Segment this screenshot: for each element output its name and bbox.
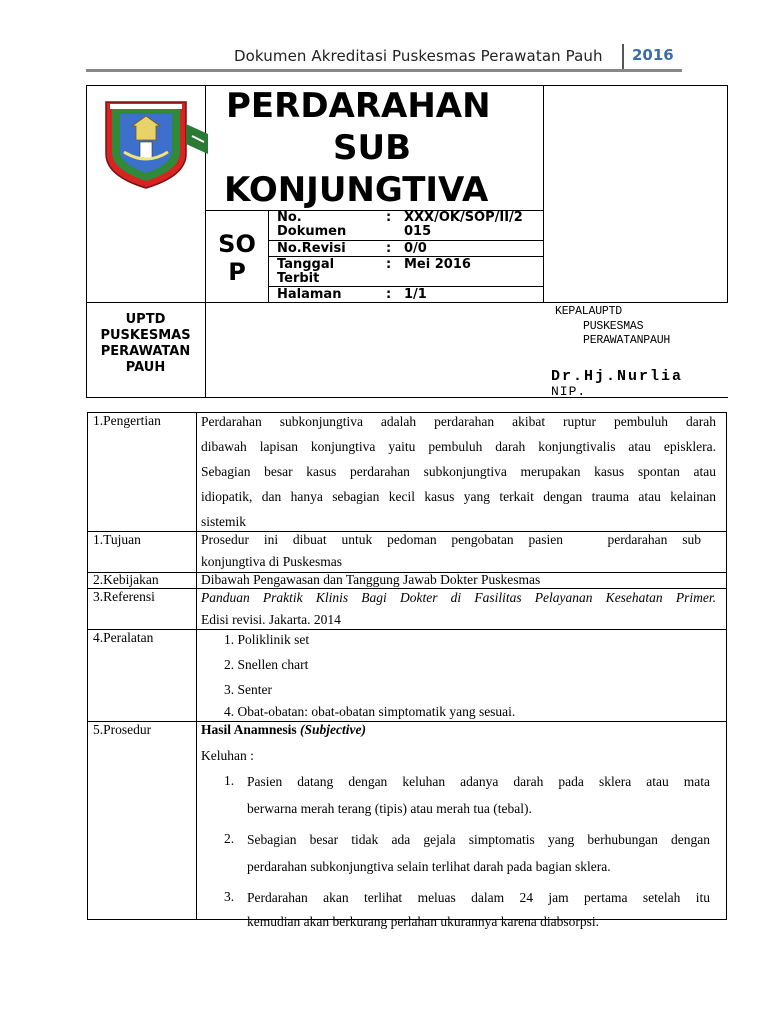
list-item: 4. Obat-obatan: obat-obatan simptomatik yang sesuai.: [224, 704, 516, 719]
list-item: 3. Perdarahan akan terlihat meluas dalam 24 jam pertama setelah itu kemudian akan berkurang perlahan ukurannya karena diabsorpsi.: [224, 889, 710, 929]
list-item: 1. Poliklinik set: [224, 632, 310, 647]
list-item: 3. Senter: [224, 682, 272, 697]
document-header-title: Dokumen Akreditasi Puskesmas Perawatan Pauh: [234, 47, 603, 65]
document-title-line-1: PERDARAHAN: [226, 86, 491, 126]
halaman-label: Halaman: [277, 287, 342, 302]
no-dokumen-value: XXX/OK/SOP/II/2 015: [404, 210, 523, 239]
no-revisi-label: No.Revisi: [277, 241, 346, 256]
meta-colon: :: [386, 287, 392, 302]
no-dokumen-label: No. Dokumen: [277, 210, 347, 239]
signatory-name: Dr.Hj.Nurlia: [551, 368, 684, 385]
sop-label-line-2: P: [228, 258, 246, 286]
section-label-kebijakan: 2.Kebijakan: [93, 572, 159, 587]
meta-colon: :: [386, 210, 392, 225]
document-title-line-2: SUB: [333, 128, 412, 168]
meta-colon: :: [386, 257, 392, 272]
section-body-pengertian: Perdarahan subkonjungtiva adalah perdarahan akibat ruptur pembuluh darah dibawah lapisan konjungtiva yaitu pembuluh darah konjungtivalis atau episklera. Sebagian besar kasus perdarahan subkonjungtiva merupakan kasus spontan atau idiopatik, dan hanya sebagian kecil kasus yang terkait dengan trauma atau kelainan sistemik: [201, 414, 716, 529]
section-body-kebijakan: Dibawah Pengawasan dan Tanggung Jawab Dokter Puskesmas: [201, 572, 541, 587]
prosedur-list: [224, 768, 710, 933]
section-label-referensi: 3.Referensi: [93, 589, 155, 604]
meta-colon: :: [386, 241, 392, 256]
tanggal-terbit-label: Tanggal Terbit: [277, 257, 335, 286]
signatory-nip: NIP.: [551, 384, 587, 399]
kepala-uptd-line-3: PERAWATANPAUH: [583, 334, 671, 347]
peralatan-list: [224, 627, 704, 724]
organization-name: UPTD PUSKESMAS PERAWATAN PAUH: [100, 312, 191, 375]
kepala-uptd-line-2: PUSKESMAS: [583, 320, 644, 333]
section-label-prosedur: 5.Prosedur: [93, 722, 152, 737]
tanggal-terbit-value: Mei 2016: [404, 257, 471, 272]
section-label-peralatan: 4.Peralatan: [93, 630, 154, 645]
kepala-uptd-line-1: KEPALAUPTD: [555, 305, 623, 318]
section-body-referensi: Panduan Praktik Klinis Bagi Dokter di Fasilitas Pelayanan Kesehatan Primer. Edisi revisi. Jakarta. 2014: [201, 590, 716, 627]
section-label-tujuan: 1.Tujuan: [93, 532, 141, 547]
section-label-pengertian: 1.Pengertian: [93, 413, 161, 428]
document-title-line-3: KONJUNGTIVA: [224, 170, 489, 210]
header-year: 2016: [632, 46, 674, 64]
prosedur-keluhan: Keluhan :: [201, 748, 254, 763]
no-revisi-value: 0/0: [404, 241, 427, 256]
list-item: 2. Sebagian besar tidak ada gejala simptomatis yang berhubungan dengan perdarahan subkonjungtiva selain terlihat darah pada bagian sklera.: [224, 831, 710, 874]
halaman-value: 1/1: [404, 287, 427, 302]
prosedur-heading: Hasil Anamnesis (Subjective): [201, 722, 367, 737]
sop-label-line-1: SO: [218, 230, 256, 258]
section-body-tujuan: Prosedur ini dibuat untuk pedoman pengobatan pasien perdarahan sub konjungtiva di Puskesmas: [201, 532, 701, 569]
list-item: 1. Pasien datang dengan keluhan adanya darah pada sklera atau mata berwarna merah terang (tipis) atau merah tua (tebal).: [224, 773, 710, 816]
list-item: 2. Snellen chart: [224, 657, 309, 672]
